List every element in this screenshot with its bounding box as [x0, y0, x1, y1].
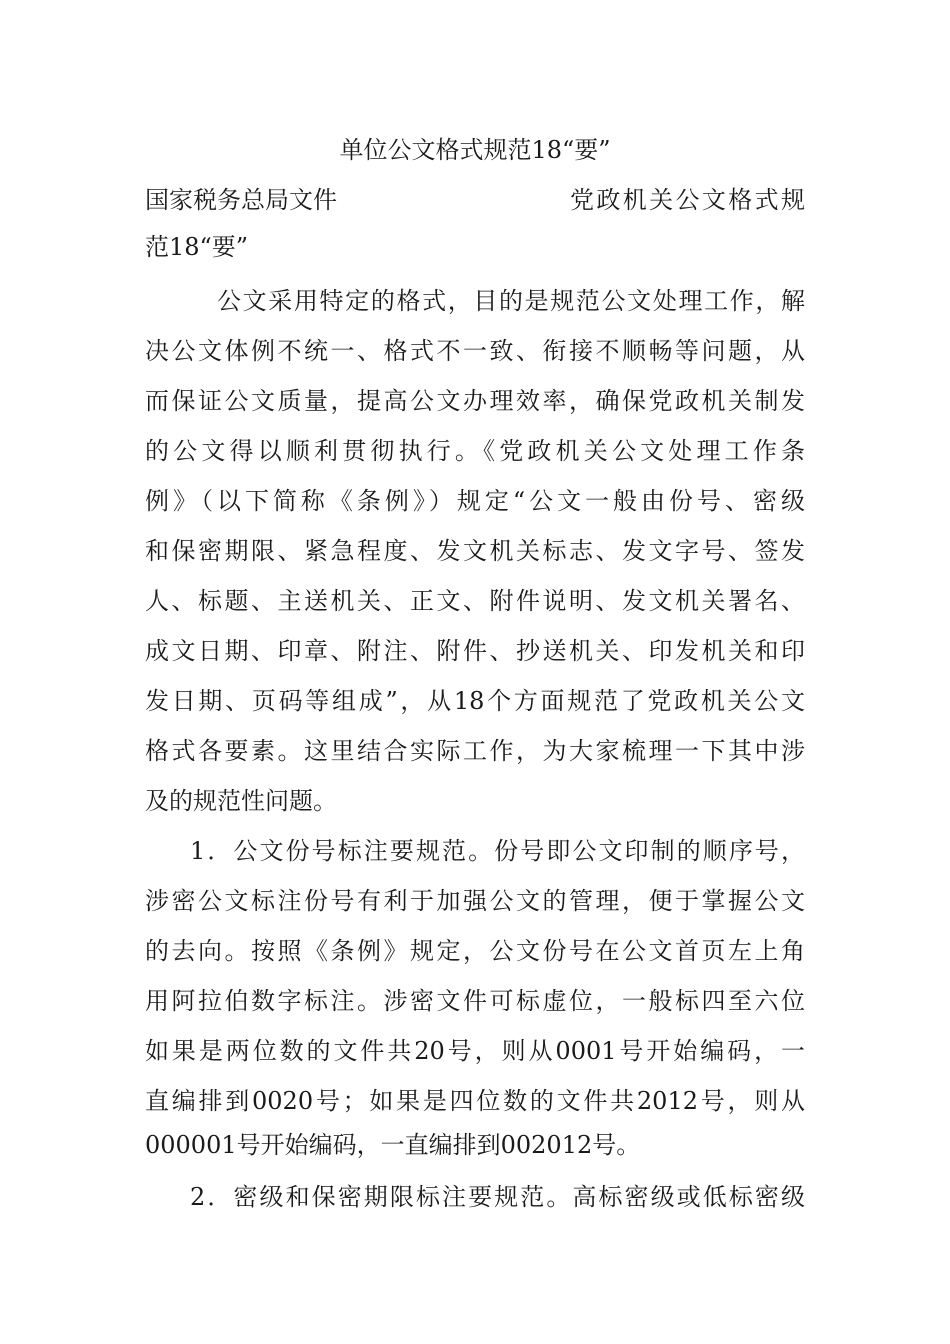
- paragraph-line: 决公文体例不统一、格式不一致、衔接不顺畅等问题，从: [145, 337, 805, 365]
- paragraph-line: 如果是两位数的文件共20号，则从0001号开始编码，一: [145, 1037, 805, 1065]
- header-subject: 党政机关公文格式规: [570, 186, 805, 214]
- paragraph-line: 的公文得以顺利贯彻执行。《党政机关公文处理工作条: [145, 437, 805, 465]
- paragraph-line: 公文采用特定的格式，目的是规范公文处理工作，解: [217, 287, 805, 315]
- paragraph-line: 涉密公文标注份号有利于加强公文的管理，便于掌握公文: [145, 887, 805, 915]
- paragraph-line: 成文日期、印章、附注、附件、抄送机关、印发机关和印: [145, 637, 805, 665]
- paragraph-line: 例》（以下简称《条例》）规定“公文一般由份号、密级: [145, 487, 805, 515]
- paragraph-line: 用阿拉伯数字标注。涉密文件可标虚位，一般标四至六位: [145, 987, 805, 1015]
- paragraph-line: 和保密期限、紧急程度、发文机关标志、发文字号、签发: [145, 537, 805, 565]
- paragraph-line: 2．密级和保密期限标注要规范。高标密级或低标密级: [190, 1183, 805, 1211]
- paragraph-line: 1．公文份号标注要规范。份号即公文印制的顺序号，: [190, 837, 805, 865]
- paragraph-line: 000001号开始编码，一直编排到002012号。: [145, 1131, 641, 1159]
- paragraph-line: 人、标题、主送机关、正文、附件说明、发文机关署名、: [145, 587, 805, 615]
- paragraph-line: 及的规范性问题。: [145, 787, 337, 815]
- paragraph-line: 而保证公文质量，提高公文办理效率，确保党政机关制发: [145, 387, 805, 415]
- paragraph-line: 的去向。按照《条例》规定，公文份号在公文首页左上角: [145, 937, 805, 965]
- header-issuer: 国家税务总局文件: [145, 186, 337, 214]
- paragraph-line: 格式各要素。这里结合实际工作，为大家梳理一下其中涉: [145, 737, 805, 765]
- header-subject-continuation: 范18“要”: [145, 233, 249, 261]
- paragraph-line: 发日期、页码等组成”，从18个方面规范了党政机关公文: [145, 687, 805, 715]
- document-title: 单位公文格式规范18“要”: [339, 136, 611, 164]
- paragraph-line: 直编排到0020号；如果是四位数的文件共2012号，则从: [145, 1087, 805, 1115]
